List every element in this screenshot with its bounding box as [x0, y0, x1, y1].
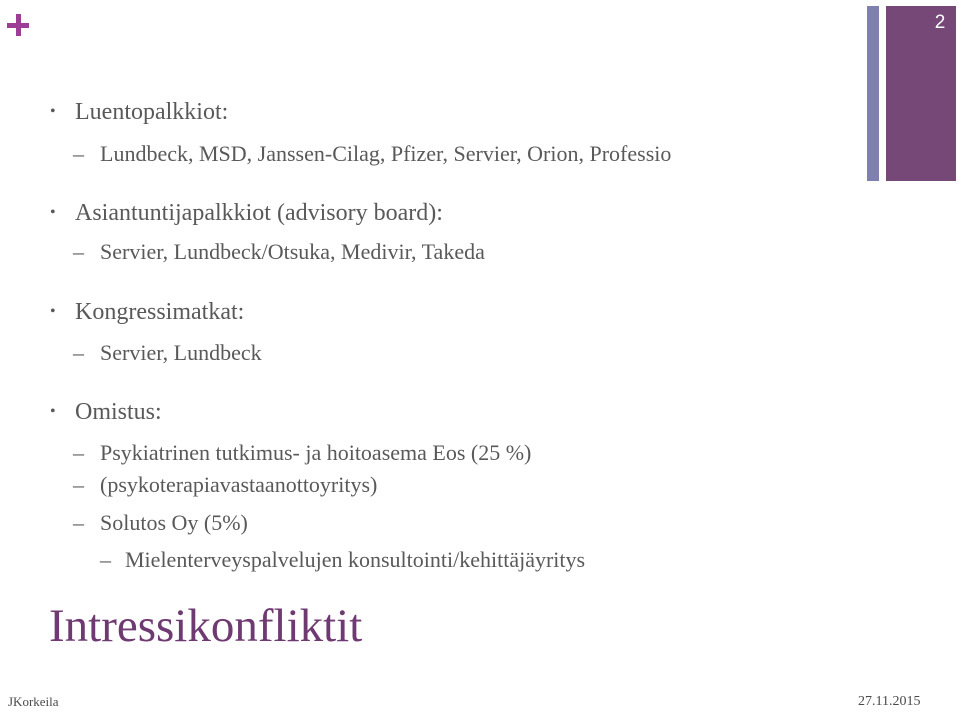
- accent-thin-bar: [867, 6, 879, 181]
- sub-text-eos-line2: (psykoterapiavastaanottoyritys): [100, 472, 378, 497]
- slide-title: Intressikonfliktit: [49, 600, 363, 652]
- sub-text-asiantuntijapalkkiot: Servier, Lundbeck/Otsuka, Medivir, Takeda: [100, 239, 485, 264]
- bullet-text-kongressimatkat: Kongressimatkat:: [75, 299, 245, 325]
- slide-number: 2: [934, 12, 946, 33]
- sub-text-solutos: Solutos Oy (5%): [100, 510, 248, 535]
- bullet-text-asiantuntijapalkkiot: Asiantuntijapalkkiot (advisory board):: [75, 200, 443, 226]
- footer-date: 27.11.2015: [858, 694, 921, 709]
- bullet-text-luentopalkkiot: Luentopalkkiot:: [75, 99, 229, 125]
- sub-text-kongressimatkat: Servier, Lundbeck: [100, 340, 262, 365]
- sub-text-eos-line1: Psykiatrinen tutkimus- ja hoitoasema Eos (25 %): [100, 440, 532, 465]
- footer-author: JKorkeila: [8, 694, 59, 709]
- bullet-text-omistus: Omistus:: [75, 399, 162, 425]
- sub-text-luentopalkkiot: Lundbeck, MSD, Janssen-Cilag, Pfizer, Servier, Orion, Professio: [100, 141, 672, 166]
- sub-sub-text-solutos: Mielenterveyspalvelujen konsultointi/kehittäjäyritys: [125, 547, 586, 572]
